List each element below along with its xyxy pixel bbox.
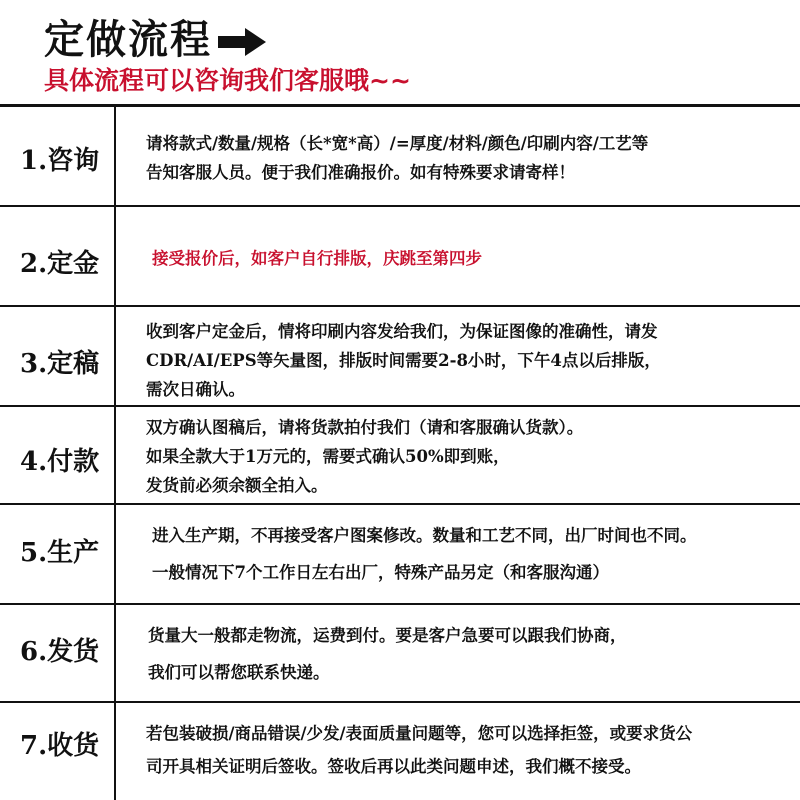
- description-line: CDR/AI/EPS等矢量图，排版时间需要2-8小时，下午4点以后排版，: [146, 351, 661, 370]
- step-row-finalize: [0, 307, 800, 405]
- description-line: 司开具相关证明后签收。签收后再以此类问题申述，我们概不接受。: [146, 757, 641, 776]
- description-line: 双方确认图稿后，请将货款拍付我们（请和客服确认货款）。: [146, 418, 584, 437]
- description-line: 收到客户定金后，情将印刷内容发给我们，为保证图像的准确性，请发: [146, 322, 658, 341]
- description-line: 接受报价后，如客户自行排版，庆跳至第四步: [152, 249, 482, 268]
- step-label: 6.发货: [20, 637, 100, 667]
- description-line: 如果全款大于1万元的，需要式确认50%即到账，: [146, 447, 510, 466]
- step-description: [146, 719, 800, 781]
- step-row-consult: [0, 107, 800, 205]
- page-subtitle: 具体流程可以咨询我们客服哦~~: [44, 66, 411, 95]
- description-line: 告知客服人员。便于我们准确报价。如有特殊要求请寄样！: [146, 163, 575, 182]
- step-row-payment: [0, 407, 800, 503]
- step-description: [148, 621, 800, 687]
- step-label: 3.定稿: [20, 349, 100, 379]
- description-line: 发货前必须余额全拍入。: [146, 476, 328, 495]
- step-description: [146, 413, 800, 500]
- arrow-right-icon: [218, 27, 268, 57]
- step-description: [146, 317, 800, 404]
- step-label: 7.收货: [20, 731, 100, 761]
- description-line: 请将款式/数量/规格（长*宽*高）/=厚度/材料/颜色/印刷内容/工艺等: [146, 134, 649, 153]
- description-line: 若包装破损/商品错误/少发/表面质量问题等，您可以选择拒签，或要求货公: [146, 724, 693, 743]
- description-line: 进入生产期，不再接受客户图案修改。数量和工艺不同，出厂时间也不同。: [152, 526, 697, 545]
- step-label: 2.定金: [20, 249, 100, 279]
- step-description: [146, 129, 800, 187]
- description-line: 货量大一般都走物流，运费到付。要是客户急要可以跟我们协商，: [148, 626, 627, 645]
- page-title: 定做流程: [44, 17, 212, 63]
- step-description: [152, 244, 800, 273]
- step-row-deposit: [0, 207, 800, 305]
- step-row-production: [0, 505, 800, 603]
- description-line: 我们可以帮您联系快递。: [148, 663, 330, 682]
- step-label: 5.生产: [20, 538, 100, 568]
- step-label: 1.咨询: [20, 146, 100, 176]
- description-line: 一般情况下7个工作日左右出厂，特殊产品另定（和客服沟通）: [152, 563, 609, 582]
- description-line: 需次日确认。: [146, 380, 245, 399]
- step-description: [152, 521, 800, 587]
- step-label: 4.付款: [20, 447, 100, 477]
- step-row-shipping: [0, 605, 800, 701]
- step-row-receipt: [0, 703, 800, 800]
